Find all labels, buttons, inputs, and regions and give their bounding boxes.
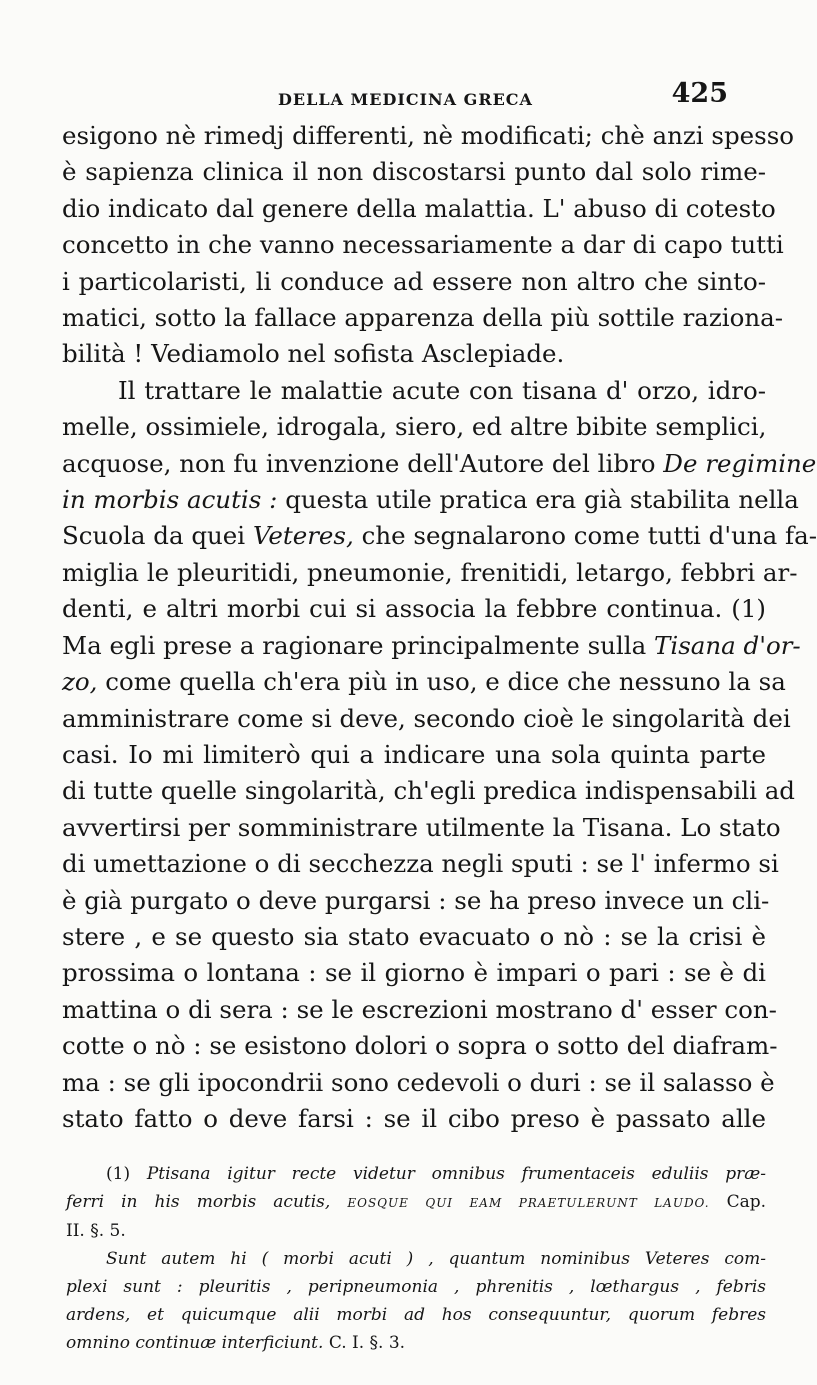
text-line: amministrare come si deve, secondo cioè le singolarità dei (62, 703, 791, 733)
footnote-smallcaps: EOSQUE QUI EAM PRAETULERUNT LAUDO. (347, 1196, 710, 1210)
text-line: avvertirsi per somministrare utilmente la Tisana. Lo stato (62, 812, 781, 842)
text-run: che segnalarono come tutti d'una fa- (361, 521, 817, 551)
text-run: acquose, non fu invenzione dell'Autore del libro (62, 448, 656, 478)
italic-word: Veteres, (252, 521, 354, 551)
text-run: Scuola da quei (62, 521, 246, 551)
footnote-text: omnino continuæ interficiunt. (66, 1333, 324, 1353)
text-line: stere , e se questo sia stato evacuato o nò : se la crisi è (62, 921, 766, 951)
page-header (60, 76, 732, 116)
text-line: casi. Io mi limiterò qui a indicare una sola quinta parte (62, 739, 766, 769)
footnote-marker: (1) (106, 1164, 131, 1184)
footnote-line (66, 1160, 766, 1188)
body-text (62, 118, 817, 1137)
text-line: denti, e altri morbi cui si associa la febbre continua. (1) (62, 594, 766, 624)
text-line (62, 518, 817, 554)
text-line: mattina o di sera : se le escrezioni mostrano d' esser con- (62, 994, 777, 1024)
text-line: di tutte quelle singolarità, ch'egli predica indispensabili ad (62, 776, 795, 806)
text-line (62, 664, 786, 700)
footnote-line: ardens, et quicumque alii morbi ad hos consequuntur, quorum febres (66, 1305, 766, 1325)
running-title: DELLA MEDICINA GRECA (278, 90, 533, 109)
footnote-line: Sunt autem hi ( morbi acuti ) , quantum nominibus Veteres com- (106, 1249, 766, 1269)
text-line: stato fatto o deve farsi : se il cibo preso è passato alle (62, 1103, 766, 1133)
text-line: miglia le pleuritidi, pneumonie, frenitidi, letargo, febbri ar- (62, 557, 798, 587)
footnote-text: ferri in his morbis acutis, (66, 1192, 331, 1212)
text-line: prossima o lontana : se il giorno è impari o pari : se è di (62, 958, 766, 988)
text-line: concetto in che vanno necessariamente a dar di capo tutti (62, 230, 784, 260)
footnote-line (66, 1329, 766, 1357)
text-run: questa utile pratica era già stabilita nella (285, 485, 799, 515)
italic-word: Tisana d'or- (654, 630, 801, 660)
page-number: 425 (671, 78, 728, 109)
footnotes (66, 1160, 766, 1357)
text-line: dio indicato dal genere della malattia. L' abuso di cotesto (62, 193, 776, 223)
text-line (62, 628, 801, 664)
text-line: bilità ! Vediamolo nel sofista Asclepiade. (62, 339, 565, 369)
footnote-text: Ptisana igitur recte videtur omnibus frumentaceis eduliis præ- (146, 1164, 767, 1184)
text-line (62, 446, 817, 482)
italic-title: De regimine (663, 448, 817, 478)
text-line: cotte o nò : se esistono dolori o sopra o sotto del diafram- (62, 1031, 778, 1061)
text-line: melle, ossimiele, idrogala, siero, ed altre bibite semplici, (62, 412, 767, 442)
text-line: ma : se gli ipocondrii sono cedevoli o duri : se il salasso è (62, 1067, 775, 1097)
text-line: i particolaristi, li conduce ad essere non altro che sinto- (62, 266, 766, 296)
text-line: esigono nè rimedj differenti, nè modificati; chè anzi spesso (62, 121, 795, 150)
text-run: come quella ch'era più in uso, e dice che nessuno la sa (105, 667, 786, 697)
text-run: Ma egli prese a ragionare principalmente sulla (62, 630, 647, 660)
footnote-text: C. I. §. 3. (328, 1333, 406, 1353)
italic-title: in morbis acutis : (62, 485, 278, 515)
text-line (62, 482, 799, 518)
footnote-line: II. §. 5. (66, 1221, 126, 1241)
text-line: è sapienza clinica il non discostarsi punto dal solo rime- (62, 157, 766, 187)
text-line: Il trattare le malattie acute con tisana d' orzo, idro- (118, 375, 766, 405)
text-line: di umettazione o di secchezza negli sputi : se l' infermo si (62, 849, 779, 879)
text-line: matici, sotto la fallace apparenza della più sottile raziona- (62, 303, 784, 333)
text-line: è già purgato o deve purgarsi : se ha preso invece un cli- (62, 885, 770, 915)
italic-word: zo, (62, 667, 98, 697)
footnote-line: plexi sunt : pleuritis , peripneumonia , phrenitis , lœthargus , febris (66, 1277, 766, 1297)
footnote-text: Cap. (726, 1192, 767, 1212)
footnote-line (66, 1188, 766, 1217)
